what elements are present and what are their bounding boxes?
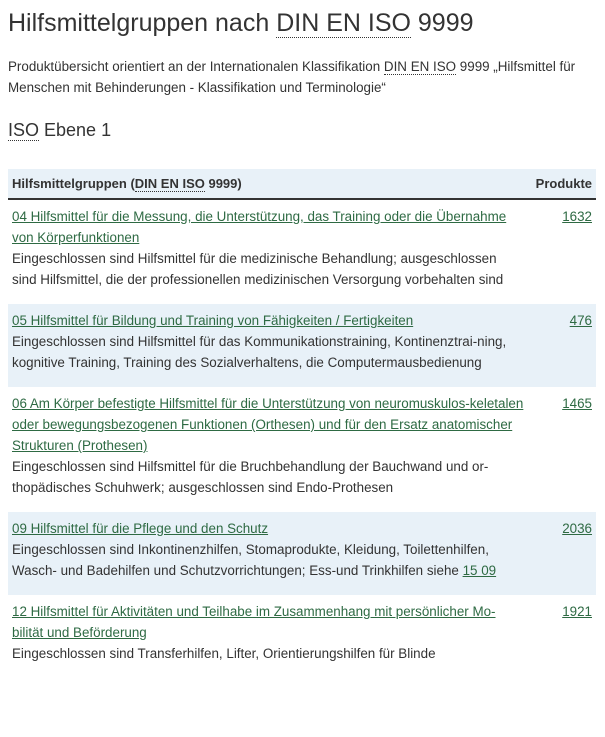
- title-suffix: 9999: [410, 9, 474, 37]
- header-suffix: 9999): [204, 176, 242, 191]
- group-link[interactable]: 06 Am Körper befestigte Hilfsmittel für die Unterstützung von neuromuskulos-keletalen oder bewegungsbezogenen Funktionen (Orthesen) und für den Ersatz anatomischer Strukturen (Prothesen): [12, 396, 524, 453]
- title-abbr: DIN EN ISO: [276, 9, 411, 37]
- table-row: [8, 387, 596, 512]
- header-prefix: Hilfsmittelgruppen (: [12, 176, 135, 191]
- count-link[interactable]: 2036: [562, 521, 592, 536]
- count-link[interactable]: 1632: [562, 209, 592, 224]
- count-link[interactable]: 476: [569, 313, 592, 328]
- intro-abbr: DIN EN ISO: [383, 59, 457, 74]
- group-description: Eingeschlossen sind Transferhilfen, Lifter, Orientierungshilfen für Blinde: [12, 646, 436, 661]
- count-cell: [528, 199, 596, 304]
- group-cell: [8, 512, 528, 595]
- group-cell: [8, 387, 528, 512]
- table-row: [8, 512, 596, 595]
- title-prefix: Hilfsmittelgruppen nach: [8, 9, 277, 37]
- count-link[interactable]: 1921: [562, 604, 592, 619]
- page-title: [8, 0, 596, 37]
- group-cell: [8, 595, 528, 678]
- section-abbr: ISO: [8, 120, 40, 140]
- group-description: Eingeschlossen sind Hilfsmittel für die medizinische Behandlung; ausgeschlossen sind Hilfsmittel, die der professionellen medizinischen Versorgung vorbehalten sind: [12, 251, 504, 287]
- group-link[interactable]: 12 Hilfsmittel für Aktivitäten und Teilhabe im Zusammenhang mit persönlicher Mo-bilität und Beförderung: [12, 604, 496, 640]
- count-link[interactable]: 1465: [562, 396, 592, 411]
- group-cell: [8, 199, 528, 304]
- intro-prefix: Produktübersicht orientiert an der Internationalen Klassifikation: [8, 59, 384, 74]
- group-description: Eingeschlossen sind Hilfsmittel für das Kommunikationstraining, Kontinenztrai-ning, kognitive Training, Training des Sozialverhaltens, die Computermausbedienung: [12, 334, 507, 370]
- count-cell: [528, 304, 596, 387]
- count-cell: [528, 387, 596, 512]
- section-heading: [8, 119, 596, 141]
- cross-reference-link[interactable]: 15 09: [462, 563, 497, 578]
- table-row: [8, 304, 596, 387]
- table-header-row: [8, 169, 596, 199]
- section-suffix: Ebene 1: [39, 120, 112, 140]
- table-row: [8, 595, 596, 678]
- group-description: Eingeschlossen sind Hilfsmittel für die Bruchbehandlung der Bauchwand und or-thopädisches Schuhwerk; ausgeschlossen sind Endo-Prothesen: [12, 459, 489, 495]
- column-header-count: Produkte: [528, 169, 596, 199]
- group-link[interactable]: 05 Hilfsmittel für Bildung und Training von Fähigkeiten / Fertigkeiten: [12, 313, 414, 328]
- intro-suffix: 9999 „Hilfsmittel für Menschen mit Behinderungen - Klassifikation und Terminologie“: [8, 59, 576, 95]
- group-link[interactable]: 09 Hilfsmittel für die Pflege und den Schutz: [12, 521, 269, 536]
- count-cell: [528, 595, 596, 678]
- groups-table: [8, 169, 596, 678]
- table-row: [8, 199, 596, 304]
- group-cell: [8, 304, 528, 387]
- header-abbr: DIN EN ISO: [134, 176, 205, 191]
- count-cell: [528, 512, 596, 595]
- group-link[interactable]: 04 Hilfsmittel für die Messung, die Unterstützung, das Training oder die Übernahme von Körperfunktionen: [12, 209, 507, 245]
- group-description: Eingeschlossen sind Inkontinenzhilfen, Stomaprodukte, Kleidung, Toilettenhilfen, Wasch- und Badehilfen und Schutzvorrichtungen; Ess-und Trinkhilfen siehe: [12, 542, 489, 578]
- column-header-group: [8, 169, 528, 199]
- intro-text: [8, 56, 596, 98]
